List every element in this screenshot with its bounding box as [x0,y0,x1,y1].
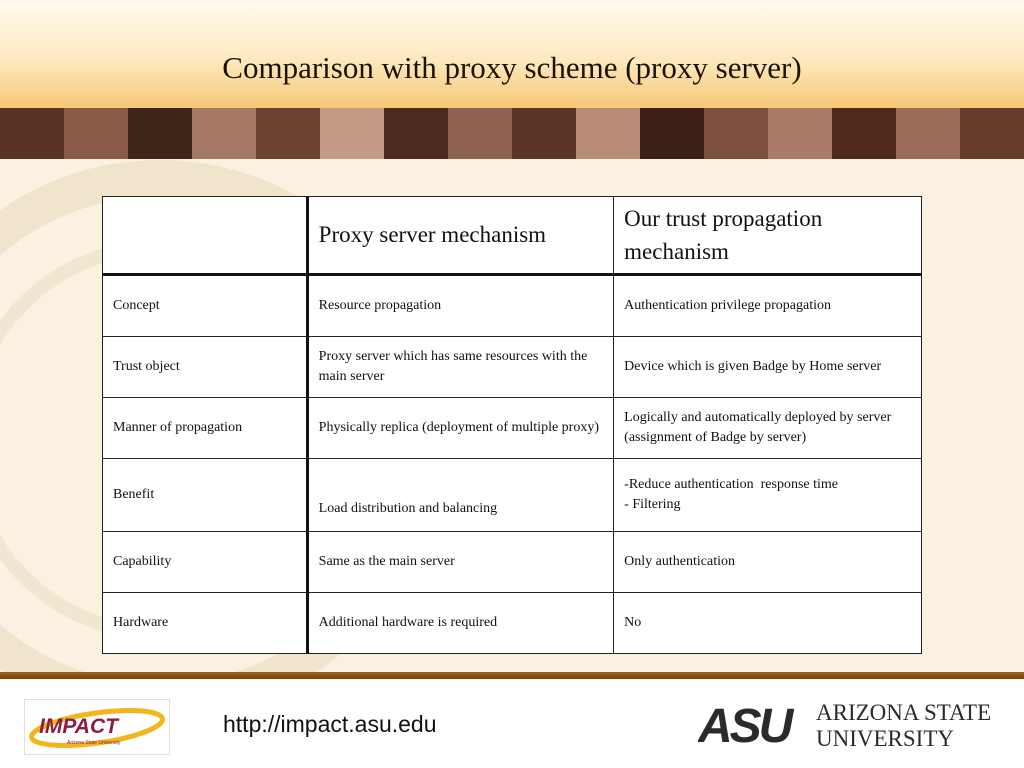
proxy-cell: Proxy server which has same resources with the main server [307,337,614,398]
photo-strip [0,108,1024,159]
photo-tile [64,108,128,159]
photo-tile [448,108,512,159]
trust-benefit-line: - Filtering [624,497,681,512]
photo-tile [640,108,704,159]
proxy-cell: Load distribution and balancing [307,459,614,532]
proxy-cell: Additional hardware is required [307,593,614,654]
trust-cell: Device which is given Badge by Home server [614,337,922,398]
photo-tile [384,108,448,159]
photo-tile [320,108,384,159]
impact-logo [24,699,170,755]
asu-mark: ASU [698,700,791,750]
photo-tile [832,108,896,159]
table-row [103,459,922,532]
impact-logo-graphic [25,700,169,754]
row-label: Concept [103,275,308,337]
asu-name-line1: ARIZONA STATE [816,700,992,725]
photo-tile [128,108,192,159]
photo-tile [896,108,960,159]
proxy-cell: Same as the main server [307,532,614,593]
trust-cell: Authentication privilege propagation [614,275,922,337]
photo-tile [192,108,256,159]
impact-logo-text: IMPACT [39,715,118,738]
header-proxy: Proxy server mechanism [307,197,614,275]
table-header-row [103,197,922,275]
photo-tile [576,108,640,159]
row-label: Benefit [103,459,308,532]
trust-cell: Logically and automatically deployed by server (assignment of Badge by server) [614,398,922,459]
trust-cell: Only authentication [614,532,922,593]
row-label: Trust object [103,337,308,398]
proxy-cell: Physically replica (deployment of multiple proxy) [307,398,614,459]
photo-tile [512,108,576,159]
trust-cell [614,459,922,532]
table-row [103,337,922,398]
table-row [103,593,922,654]
trust-cell: No [614,593,922,654]
asu-name-line2: UNIVERSITY [816,726,954,750]
impact-logo-sub: Arizona State University [67,740,121,746]
trust-benefit-line: -Reduce authentication response time [624,476,838,492]
row-label: Hardware [103,593,308,654]
footer-rule [0,672,1024,679]
photo-tile [256,108,320,159]
header-empty [103,197,308,275]
photo-tile [960,108,1024,159]
asu-logo [698,696,1000,750]
header-trust: Our trust propagation mechanism [614,197,922,275]
photo-tile [768,108,832,159]
asu-logo-graphic [698,696,1000,750]
photo-tile [0,108,64,159]
proxy-cell: Resource propagation [307,275,614,337]
table-row [103,398,922,459]
footer-url[interactable]: http://impact.asu.edu [223,711,437,737]
photo-tile [704,108,768,159]
comparison-table [102,196,922,654]
row-label: Manner of propagation [103,398,308,459]
table-row [103,532,922,593]
table-row [103,275,922,337]
row-label: Capability [103,532,308,593]
slide-title: Comparison with proxy scheme (proxy server) [222,50,802,85]
